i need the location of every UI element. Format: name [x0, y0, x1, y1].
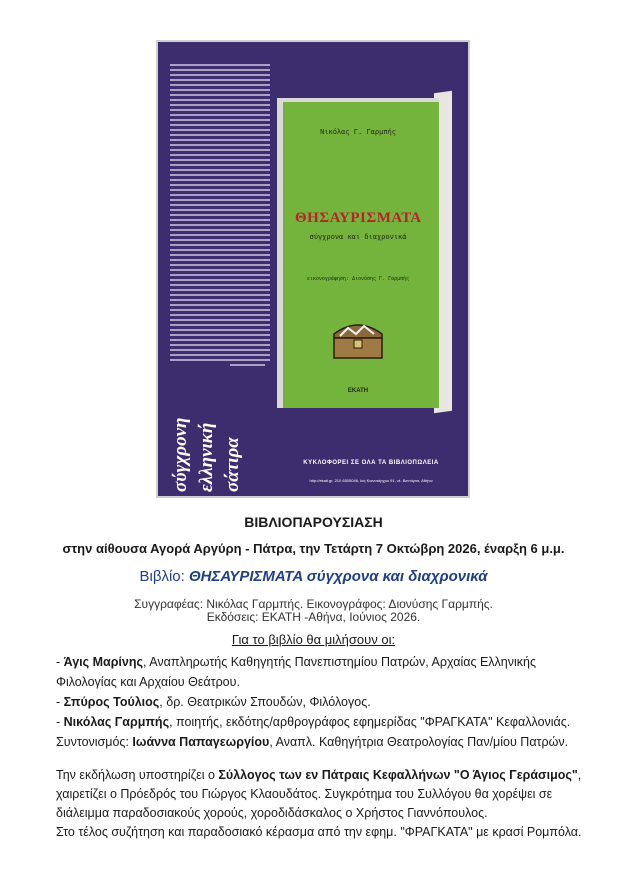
poster-vertical-text: [166, 388, 266, 496]
book-title-text: ΘΗΣΑΥΡΙΣΜΑΤΑ σύγχρονα και διαχρονικά: [188, 568, 488, 585]
event-venue: στην αίθουσα Αγορά Αργύρη - Πάτρα, την Τετάρτη 7 Οκτώβρη 2026, έναρξη 6 μ.μ.: [62, 541, 565, 556]
book-title: ΘΗΣΑΥΡΙΣΜΑΤΑ: [295, 210, 422, 226]
vertical-word: ελληνική: [196, 422, 217, 492]
coordinator: Συντονισμός: Ιωάννα Παπαγεωργίου, Αναπλ. Καθηγήτρια Θεατρολογίας Παν/μίου Πατρών.: [56, 735, 569, 749]
book-author: Νικόλας Γ. Γαρμπής: [320, 128, 396, 136]
vertical-word: σάτιρα: [222, 437, 243, 492]
book-publisher: ΕΚΑΤΗ: [347, 388, 369, 394]
credits: [0, 598, 627, 624]
credits-line: Εκδόσεις: ΕΚΑΤΗ -Αθήνα, Ιούνιος 2026.: [206, 610, 421, 624]
speaker-name: Νικόλας Γαρμπής: [63, 715, 170, 729]
speaker-name: Άγις Μαρίνης: [63, 655, 143, 669]
poster-circulation: ΚΥΚΛΟΦΟΡΕΙ ΣΕ ΟΛΑ ΤΑ ΒΙΒΛΙΟΠΩΛΕΙΑ: [303, 460, 439, 466]
book-label: Βιβλίο:: [139, 568, 189, 585]
credits-line: Συγγραφέας: Νικόλας Γαρμπής. Εικονογράφος: Διονύσης Γαρμπής.: [134, 597, 493, 611]
poster-body-text: [170, 64, 270, 394]
book-cover: [277, 98, 439, 408]
speakers-heading: Για το βιβλίο θα μιλήσουν οι:: [231, 632, 396, 647]
support-org: Σύλλογος των εν Πάτραις Κεφαλλήνων "Ο Άγιος Γεράσιμος": [218, 768, 578, 782]
speakers-list: [56, 652, 596, 752]
speaker-name: Σπύρος Τούλιος: [63, 695, 160, 709]
vertical-word: σύγχρονη: [170, 417, 191, 492]
speaker-item: - Σπύρος Τούλιος, δρ. Θεατρικών Σπουδών, Φιλόλογος.: [56, 695, 371, 709]
speaker-item: - Νικόλας Γαρμπής, ποιητής, εκδότης/αρθρογράφος εφημερίδας "ΦΡΑΓΚΑΤΑ" Κεφαλλονιάς.: [56, 715, 571, 729]
speaker-role: , ποιητής, εκδότης/αρθρογράφος εφημερίδας "ΦΡΑΓΚΑΤΑ" Κεφαλλονιάς.: [169, 715, 571, 729]
poster-url: http://ekati.gr, 210 6505046, Ιας Κοινοτάρχου 91, νέ. Βεντόρτα, Αθήνα: [309, 478, 433, 483]
closing-note: Στο τέλος συζήτηση και παραδοσιακό κέρασμα από την εφημ. "ΦΡΑΓΚΑΤΑ" με κρασί Ρομπόλα.: [56, 825, 582, 839]
book-subtitle: σύγχρονα και διαχρονικά: [309, 233, 407, 241]
speaker-role: , Αναπληρωτής Καθηγητής Πανεπιστημίου Πατρών, Αρχαίας Ελληνικής Φιλολογίας και Αρχαίου Θεάτρου.: [56, 655, 536, 689]
speaker-item: - Άγις Μαρίνης, Αναπληρωτής Καθηγητής Πανεπιστημίου Πατρών, Αρχαίας Ελληνικής Φιλολογίας και Αρχαίου Θεάτρου.: [56, 655, 536, 689]
page-title: ΒΙΒΛΙΟΠΑΡΟΥΣΙΑΣΗ: [244, 514, 383, 530]
treasure-chest-icon: [330, 316, 386, 360]
speaker-role: , δρ. Θεατρικών Σπουδών, Φιλόλογος.: [159, 695, 371, 709]
book-illustrator: εικονογράφηση: Διονύσης Γ. Γαρμπής: [306, 276, 410, 282]
coordinator-name: Ιωάννα Παπαγεωργίου: [132, 735, 270, 749]
support-note: Την εκδήλωση υποστηρίζει ο Σύλλογος των εν Πάτραις Κεφαλλήνων "Ο Άγιος Γεράσιμος", χαιρετίζει ο Πρόεδρός του Γιώργος Κλαουδάτος. Συγκρότημα του Συλλόγου θα χορέψει σε διάλειμμα παραδοσιακούς χορούς, χοροδιδάσκαλος ο Χρήστος Γιαννόπουλος. Στο τέλος συζήτηση και παραδοσιακό κέρασμα από την εφημ. "ΦΡΑΓΚΑΤΑ" με κρασί Ρομπόλα.: [56, 766, 596, 842]
poster-image: [156, 40, 470, 498]
book-line: [0, 568, 627, 585]
